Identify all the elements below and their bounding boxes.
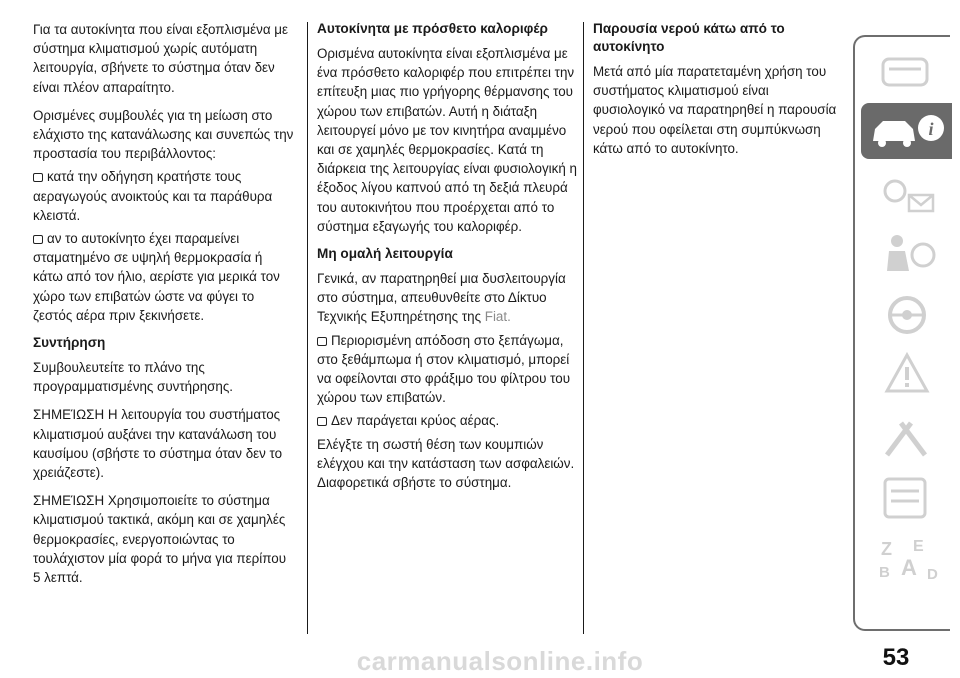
tab-safety[interactable] [861, 225, 952, 281]
steering-wheel-icon [861, 287, 952, 343]
column-1 [33, 20, 295, 596]
tips-block [33, 106, 295, 325]
checkbox-bullet-icon [317, 337, 327, 346]
paragraph-ac-switch-off: Για τα αυτοκίνητα που είναι εξοπλισμένα με σύστημα κλιματισμού χωρίς αυτόματη λειτουργία, σβήνετε το σύστημα όταν δεν είναι πλέον απαραίτητο. [33, 22, 288, 95]
paragraph-additional-heater: Ορισμένα αυτοκίνητα είναι εξοπλισμένα με ένα πρόσθετο καλοριφέρ που επιτρέπει την επίτευξη μιας πιο γρήγορης θέρμανσης του χώρου των επιβατών. Αυτή η διάταξη λειτουργεί μόνο με τον κινητήρα αναμμένο και σε χαμηλές θερμοκρασίες. Κατά τη διάρκεια της λειτουργίας είναι φυσιολογική η έξοδος λίγου καπνού από τη δεξιά πλευρά του αυτοκινήτου που προέρχεται από το σύστημα εξαγωγής του καλοριφέρ. [317, 46, 577, 234]
fault-item-no-cold-air [317, 411, 579, 430]
tab-starting-driving[interactable] [861, 287, 952, 343]
safety-airbag-icon [861, 225, 952, 281]
car-info-icon [861, 103, 952, 159]
column-2 [317, 20, 579, 496]
tab-index[interactable] [861, 529, 952, 585]
heading-water-under-car: Παρουσία νερού κάτω από το αυτοκίνητο [593, 21, 785, 54]
checkbox-bullet-icon [317, 417, 327, 426]
irregular-block [317, 269, 579, 492]
heading-additional-heater: Αυτοκίνητα με πρόσθετο καλοριφέρ [317, 21, 548, 36]
tip-text: κατά την οδήγηση κρατήστε τους αεραγωγούς ανοικτούς και τα παράθυρα κλειστά. [33, 169, 273, 223]
paragraph-contact-service [317, 269, 579, 327]
note-fuel-consumption: ΣΗΜΕΊΩΣΗ Η λειτουργία του συστήματος κλιματισμού αυξάνει την κατανάλωση του καυσίμου (σβήστε το σύστημα όταν δεν το χρειάζεστε). [33, 407, 283, 481]
paragraph-water-under-car: Μετά από μία παρατεταμένη χρήση του συστήματος κλιματισμού είναι φυσιολογικό να παρατηρηθεί η παρουσία νερού που οφείλεται στη συμπύκνωση κάτω από το αυτοκίνητο. [593, 64, 837, 156]
dashboard-car-icon [861, 45, 952, 101]
note-regular-use: ΣΗΜΕΊΩΣΗ Χρησιμοποιείτε το σύστημα κλιματισμού τακτικά, ακόμη και σε χαμηλές θερμοκρασίες, ενεργοποιώντας το τουλάχιστον μία φορά το μήνα για περίπου 5 λεπτά. [33, 493, 287, 586]
heading-irregular-operation: Μη ομαλή λειτουργία [317, 246, 453, 262]
watermark: carmanualsonline.info [356, 646, 644, 676]
brand-name: Fiat. [484, 309, 511, 325]
maintenance-tools-icon [861, 409, 952, 465]
tips-intro: Ορισμένες συμβουλές για τη μείωση στο ελάχιστο της κατανάλωσης και συνεπώς την προστασία του περιβάλλοντος: [33, 107, 294, 162]
contact-text: Γενικά, αν παρατηρηθεί μια δυσλειτουργία στο σύστημα, απευθυνθείτε στο Δίκτυο Τεχνικής Εξυπηρέτησης της [317, 271, 566, 325]
tab-technical-data[interactable] [861, 469, 952, 525]
svg-text:E: E [913, 538, 924, 555]
column-divider [583, 22, 584, 634]
column-divider [307, 22, 308, 634]
column-3 [593, 20, 843, 167]
emergency-warning-icon [861, 347, 952, 403]
tab-dashboard[interactable] [861, 45, 952, 101]
fault-item-filter [317, 331, 579, 408]
checkbox-bullet-icon [33, 173, 43, 182]
paragraph-maintenance: Συμβουλευτείτε το πλάνο της προγραμματισμένης συντήρησης. [33, 360, 234, 395]
page-number: 53 [882, 644, 910, 671]
svg-text:A: A [901, 555, 917, 580]
tip-item-vents [33, 167, 295, 225]
checkbox-bullet-icon [33, 235, 43, 244]
index-icon [861, 529, 952, 585]
lights-warning-icon [861, 165, 952, 221]
fault-text: Περιορισμένη απόδοση στο ξεπάγωμα, στο ξεθάμπωμα ή στον κλιματισμό, μπορεί να οφείλονται στο φράξιμο του φίλτρου του χώρου των επιβατών. [317, 332, 571, 406]
tab-lights[interactable] [861, 165, 952, 221]
tab-maintenance[interactable] [861, 409, 952, 465]
fault-text: Δεν παράγεται κρύος αέρας. [331, 413, 500, 429]
tip-item-ventilate [33, 229, 295, 325]
svg-text:B: B [879, 564, 890, 581]
technical-data-icon [861, 469, 952, 525]
svg-text:i: i [928, 119, 934, 139]
chapter-sidebar [853, 35, 950, 631]
tab-emergency[interactable] [861, 347, 952, 403]
svg-text:Z: Z [881, 539, 892, 559]
paragraph-check-controls: Ελέγξτε τη σωστή θέση των κουμπιών ελέγχου και την κατάσταση των ασφαλειών. Διαφορετικά σβήστε το σύστημα. [317, 436, 575, 491]
tip-text: αν το αυτοκίνητο έχει παραμείνει σταματημένο σε υψηλή θερμοκρασία ή κάτω από τον ήλιο, αερίστε για μερικά τον χώρο των επιβατών ώστε να φύγει το ζεστός αέρα πριν ξεκινήσετε. [33, 231, 280, 323]
heading-maintenance: Συντήρηση [33, 335, 106, 351]
tab-car-info[interactable] [861, 103, 952, 159]
svg-text:D: D [927, 566, 938, 583]
